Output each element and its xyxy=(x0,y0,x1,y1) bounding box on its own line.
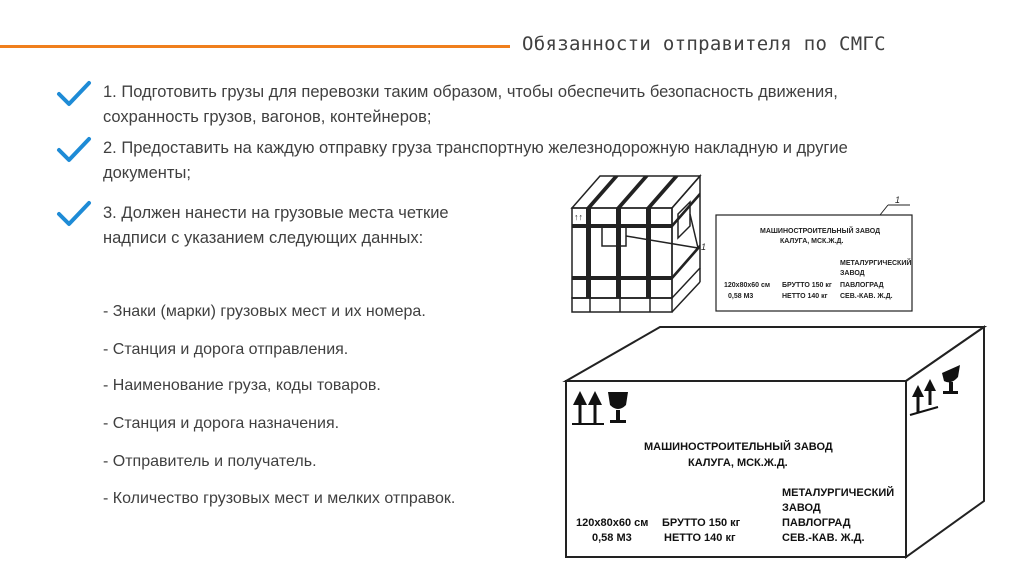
sub-item-quantity: - Количество грузовых мест и мелких отправок. xyxy=(103,490,456,507)
sub-item-marks: - Знаки (марки) грузовых мест и их номера. xyxy=(103,303,426,320)
header-accent-line xyxy=(0,45,510,48)
bullet-2 xyxy=(103,136,848,186)
label-callout-number: 1 xyxy=(895,195,901,205)
shipping-label-small xyxy=(710,195,920,320)
small-label-dest-1: МЕТАЛУРГИЧЕСКИЙ xyxy=(840,260,912,267)
checkmark-icon xyxy=(56,80,92,108)
fragile-arrows-icon: ↑↑ xyxy=(574,212,583,222)
cargo-box-illustration xyxy=(560,325,1000,565)
sub-item-destination: - Станция и дорога назначения. xyxy=(103,415,340,432)
sub-item-sender: - Отправитель и получатель. xyxy=(103,453,317,470)
box-volume: 0,58 М3 xyxy=(592,532,632,544)
page-title: Обязанности отправителя по СМГС xyxy=(522,33,886,55)
small-label-dest-2: ЗАВОД xyxy=(840,270,865,277)
box-dest-2: ЗАВОД xyxy=(782,502,821,514)
small-label-dest-3: ПАВЛОГРАД xyxy=(840,282,884,289)
small-label-dest-4: СЕВ.-КАВ. Ж.Д. xyxy=(840,293,893,300)
small-label-net: НЕТТО 140 кг xyxy=(782,293,828,300)
box-dest-1: МЕТАЛУРГИЧЕСКИЙ xyxy=(782,487,895,499)
small-label-sender: МАШИНОСТРОИТЕЛЬНЫЙ ЗАВОД xyxy=(760,228,881,235)
box-dims: 120х80х60 см xyxy=(576,517,649,529)
bullet-1-line-2: сохранность грузов, вагонов, контейнеров; xyxy=(103,108,432,126)
bullet-1-line-1: 1. Подготовить грузы для перевозки таким образом, чтобы обеспечить безопасность движения, xyxy=(103,83,838,101)
bullet-1 xyxy=(103,80,838,130)
sub-item-cargo-name: - Наименование груза, коды товаров. xyxy=(103,377,381,394)
box-sender: МАШИНОСТРОИТЕЛЬНЫЙ ЗАВОД xyxy=(644,441,833,453)
bullet-2-line-2: документы; xyxy=(103,164,191,182)
crate-callout-number: 1 xyxy=(701,242,707,252)
box-gross: БРУТТО 150 кг xyxy=(662,517,741,529)
box-dest-3: ПАВЛОГРАД xyxy=(782,517,851,529)
box-sender-road: КАЛУГА, МСК.Ж.Д. xyxy=(688,457,788,469)
small-label-dims: 120х80х60 см xyxy=(724,282,771,289)
bullet-3-line-2: надписи с указанием следующих данных: xyxy=(103,229,424,247)
bullet-2-line-1: 2. Предоставить на каждую отправку груза транспортную железнодорожную накладную и другие xyxy=(103,139,848,157)
checkmark-icon xyxy=(56,136,92,164)
box-net: НЕТТО 140 кг xyxy=(664,532,736,544)
small-label-sender-road: КАЛУГА, МСК.Ж.Д. xyxy=(780,238,844,245)
small-label-volume: 0,58 М3 xyxy=(728,293,754,300)
checkmark-icon xyxy=(56,200,92,228)
small-label-gross: БРУТТО 150 кг xyxy=(782,282,832,289)
sub-item-departure: - Станция и дорога отправления. xyxy=(103,341,349,358)
bullet-3 xyxy=(103,201,449,251)
crate-illustration xyxy=(560,168,720,320)
box-dest-4: СЕВ.-КАВ. Ж.Д. xyxy=(782,532,865,544)
bullet-3-line-1: 3. Должен нанести на грузовые места четкие xyxy=(103,204,449,222)
